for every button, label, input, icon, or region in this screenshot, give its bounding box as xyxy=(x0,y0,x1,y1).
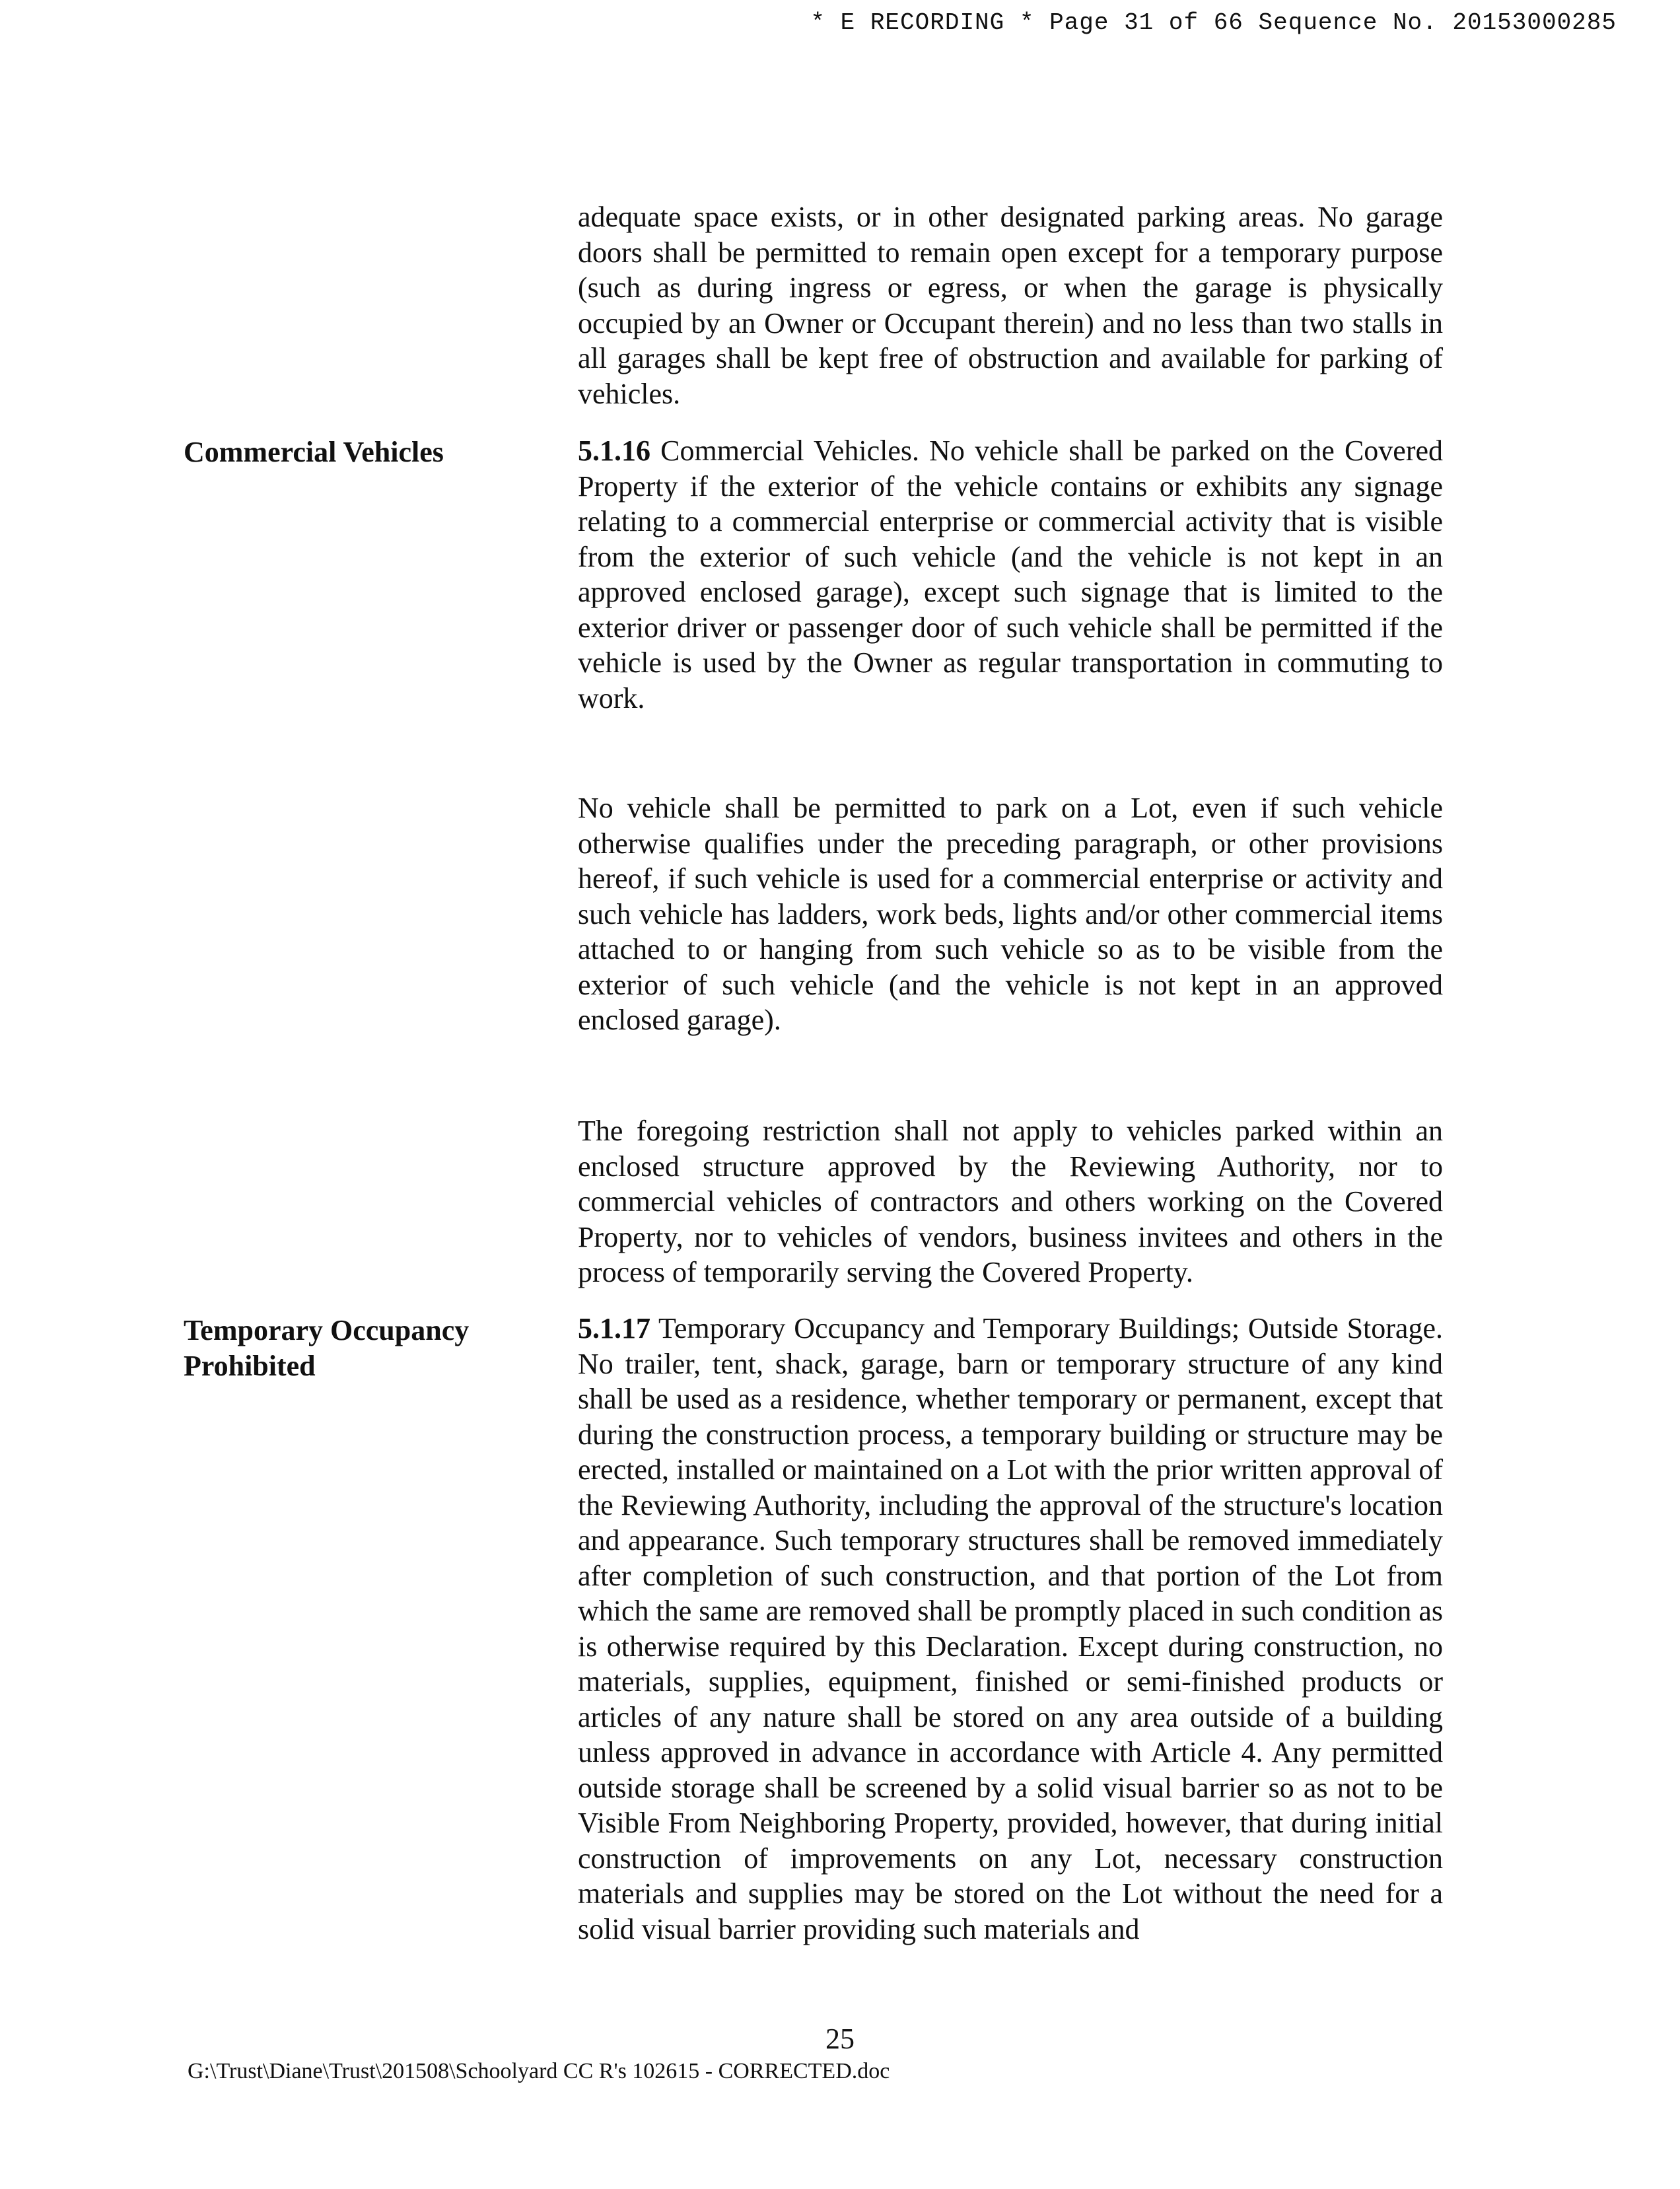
side-heading-line-1: Temporary Occupancy xyxy=(184,1314,470,1346)
commercial-paragraph-2-text: No vehicle shall be permitted to park on a Lot, even if such vehicle otherwise qualifies under the preceding paragraph, or other provisions hereof, if such vehicle is used for a commercial enterprise or activity and such vehicle has ladders, work beds, lights and/or other commercial items attached to or hanging from such vehicle so as to be visible from the exterior of such vehicle (and the vehicle is not kept in an approved enclosed garage). xyxy=(578,792,1443,1036)
commercial-paragraph-3 xyxy=(578,1113,1443,1290)
section-text: Temporary Occupancy and Temporary Buildings; Outside Storage. No trailer, tent, shack, garage, barn or temporary structure of any kind shall be used as a residence, whether temporary or permanent, except that during the construction process, a temporary building or structure may be erected, installed or maintained on a Lot with the prior written approval of the Reviewing Authority, including the approval of the structure's location and appearance. Such temporary structures shall be removed immediately after completion of such construction, and that portion of the Lot from which the same are removed shall be promptly placed in such condition as is otherwise required by this Declaration. Except during construction, no materials, supplies, equipment, finished or semi-finished products or articles of any nature shall be stored on any area outside of a building unless approved in advance in accordance with Article 4. Any permitted outside storage shall be screened by a solid visual barrier so as not to be Visible From Neighboring Property, provided, however, that during initial construction of improvements on any Lot, necessary construction materials and supplies may be stored on the Lot without the need for a solid visual barrier providing such materials and xyxy=(578,1312,1443,1945)
carryover-text: adequate space exists, or in other designated parking areas. No garage doors shall be permitted to remain open except for a temporary purpose (such as during ingress or egress, or when the garage is physically occupied by an Owner or Occupant therein) and no less than two stalls in all garages shall be kept free of obstruction and available for parking of vehicles. xyxy=(578,201,1443,410)
commercial-paragraph-2 xyxy=(578,790,1443,1038)
recording-header: * E RECORDING * Page 31 of 66 Sequence No. 20153000285 xyxy=(810,9,1617,36)
side-heading-commercial-vehicles: Commercial Vehicles xyxy=(184,436,444,468)
section-5-1-16-paragraph xyxy=(578,433,1443,716)
section-number: 5.1.16 xyxy=(578,434,650,467)
section-5-1-17 xyxy=(578,1311,1443,1947)
section-5-1-16 xyxy=(578,433,1443,716)
carryover-paragraph xyxy=(578,199,1443,411)
section-5-1-17-paragraph xyxy=(578,1311,1443,1947)
page-number: 25 xyxy=(825,2023,855,2055)
side-heading-temporary-occupancy xyxy=(184,1313,527,1383)
section-text: Commercial Vehicles. No vehicle shall be parked on the Covered Property if the exterior of the vehicle contains or exhibits any signage relating to a commercial enterprise or commercial activity that is visible from the exterior of such vehicle (and the vehicle is not kept in an approved enclosed garage), except such signage that is limited to the exterior driver or passenger door of such vehicle shall be permitted if the vehicle is used by the Owner as regular transportation in commuting to work. xyxy=(578,434,1444,714)
document-file-path: G:\Trust\Diane\Trust\201508\Schoolyard CC R's 102615 - CORRECTED.doc xyxy=(188,2059,890,2083)
section-number: 5.1.17 xyxy=(578,1312,650,1344)
commercial-paragraph-3-text: The foregoing restriction shall not apply to vehicles parked within an enclosed structure approved by the Reviewing Authority, nor to commercial vehicles of contractors and others working on the Covered Property, nor to vehicles of vendors, business invitees and others in the process of temporarily serving the Covered Property. xyxy=(578,1115,1443,1288)
side-heading-line-2: Prohibited xyxy=(184,1349,316,1382)
